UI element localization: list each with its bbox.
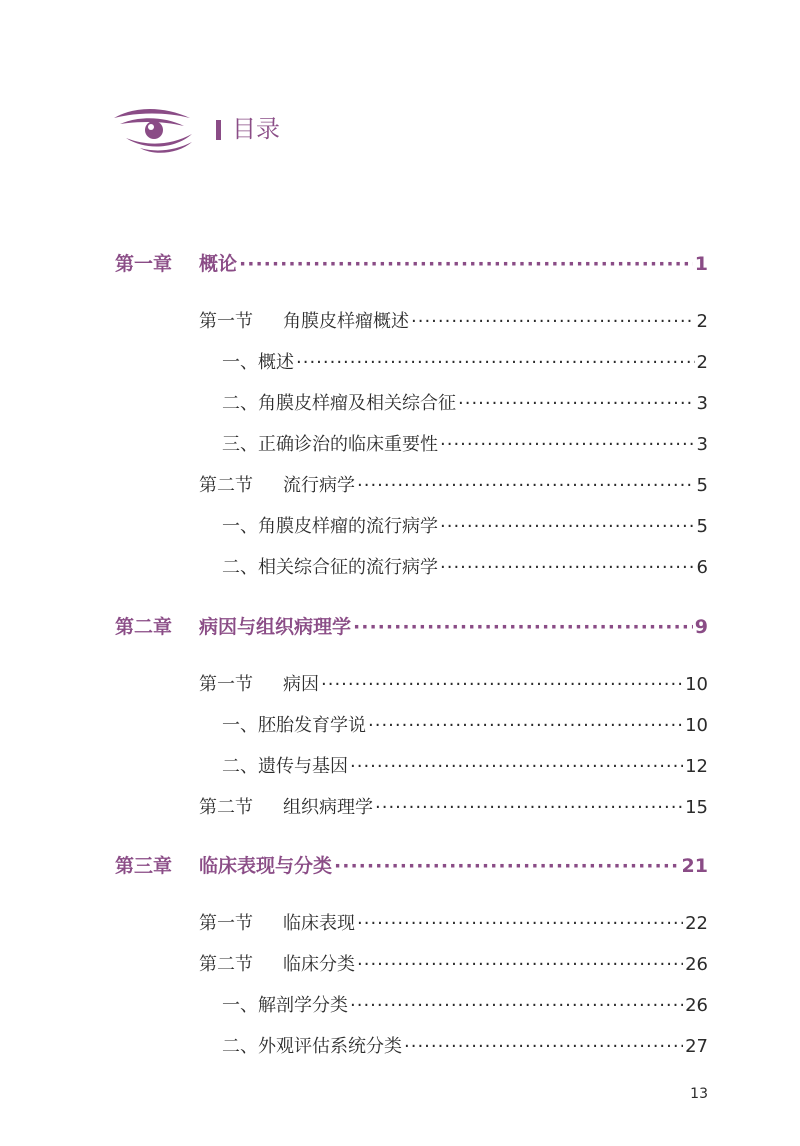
dot-leader [440,431,695,459]
dot-leader [404,1033,683,1061]
toc-entry-label [115,250,237,278]
toc-entry-title: 病因与组织病理学 [199,616,352,638]
eye-logo-icon [112,104,196,154]
toc-entry-page: 1 [694,253,708,275]
toc-entry-label [115,613,351,641]
toc-entry-title: 一、角膜皮样瘤的流行病学 [222,516,438,537]
toc-entry-number: 第一章 [115,253,173,275]
toc-entry-label [199,472,355,500]
toc-entry-title: 二、角膜皮样瘤及相关综合征 [222,393,456,414]
toc-subsection-entry[interactable] [222,513,708,541]
toc-entry-title: 角膜皮样瘤概述 [283,311,409,332]
toc-entry-page: 27 [685,1036,708,1057]
toc-section-entry[interactable] [199,671,708,699]
dot-leader [296,349,695,377]
toc-entry-number: 第三章 [115,855,173,877]
toc-entry-page: 9 [694,616,708,638]
toc-entry-page: 10 [685,715,708,736]
toc-entry-label [199,671,319,699]
toc-subsection-entry[interactable] [222,753,708,781]
toc-entry-number: 第二章 [115,616,173,638]
toc-entry-title: 三、正确诊治的临床重要性 [222,434,438,455]
toc-chapter-entry[interactable] [115,250,708,278]
page-number: 13 [690,1086,708,1102]
toc-entry-title: 临床表现与分类 [199,855,333,877]
toc-subsection-entry[interactable] [222,712,708,740]
toc-section-entry[interactable] [199,910,708,938]
toc-subsection-entry[interactable] [222,992,708,1020]
toc-entry-page: 3 [696,393,708,414]
toc-entry-title: 组织病理学 [283,797,373,818]
toc-section-entry[interactable] [199,951,708,979]
toc-entry-number: 第一节 [199,674,253,695]
toc-entry-label [115,852,332,880]
toc-entry-label [222,1033,402,1061]
toc-entry-page: 2 [696,311,708,332]
toc-entry-page: 15 [685,797,708,818]
toc-entry-label [222,992,348,1020]
dot-leader [321,671,683,699]
toc-subsection-entry[interactable] [222,390,708,418]
toc-entry-label [222,753,348,781]
toc-entry-label [222,390,456,418]
toc-entry-label [222,513,438,541]
toc-entry-page: 26 [685,995,708,1016]
toc-section-entry[interactable] [199,472,708,500]
toc-entry-title: 二、遗传与基因 [222,756,348,777]
toc-entry-title: 一、解剖学分类 [222,995,348,1016]
toc-entry-label [199,910,355,938]
toc-entry-page: 5 [696,475,708,496]
toc-entry-label [199,951,355,979]
toc-entry-page: 5 [696,516,708,537]
toc-entry-label [222,554,438,582]
toc-entry-title: 临床分类 [283,954,355,975]
dot-leader [368,712,683,740]
toc-entry-title: 概论 [199,253,238,275]
title-accent-bar [216,120,221,140]
toc-entry-label [222,431,438,459]
toc-entry-page: 21 [681,855,708,877]
dot-leader [350,992,683,1020]
toc-entry-number: 第二节 [199,797,253,818]
toc-entry-number: 第一节 [199,311,253,332]
toc-subsection-entry[interactable] [222,554,708,582]
dot-leader [458,390,695,418]
toc-entry-title: 一、胚胎发育学说 [222,715,366,736]
toc-entry-title: 二、外观评估系统分类 [222,1036,402,1057]
toc-entry-page: 26 [685,954,708,975]
toc-entry-page: 6 [696,557,708,578]
toc-entry-number: 第二节 [199,475,253,496]
dot-leader [357,951,683,979]
dot-leader [353,613,693,641]
toc-entry-label [199,308,409,336]
toc-chapter-entry[interactable] [115,852,708,880]
toc-entry-label [222,712,366,740]
toc-entry-page: 22 [685,913,708,934]
toc-entry-label [199,794,373,822]
dot-leader [411,308,695,336]
toc-subsection-entry[interactable] [222,1033,708,1061]
toc-entry-page: 2 [696,352,708,373]
toc-entry-page: 12 [685,756,708,777]
toc-section-entry[interactable] [199,308,708,336]
toc-entry-page: 10 [685,674,708,695]
toc-entry-number: 第一节 [199,913,253,934]
dot-leader [440,513,695,541]
dot-leader [350,753,683,781]
toc-entry-title: 一、概述 [222,352,294,373]
toc-section-entry[interactable] [199,794,708,822]
toc-entry-title: 二、相关综合征的流行病学 [222,557,438,578]
toc-subsection-entry[interactable] [222,349,708,377]
dot-leader [357,472,695,500]
toc-entry-title: 流行病学 [283,475,355,496]
dot-leader [334,852,680,880]
toc-entry-page: 3 [696,434,708,455]
toc-entry-title: 临床表现 [283,913,355,934]
toc-chapter-entry[interactable] [115,613,708,641]
dot-leader [239,250,693,278]
dot-leader [440,554,695,582]
page-title: 目录 [232,115,280,143]
toc-entry-label [222,349,294,377]
dot-leader [357,910,683,938]
toc-entry-title: 病因 [283,674,319,695]
dot-leader [375,794,683,822]
toc-entry-number: 第二节 [199,954,253,975]
toc-subsection-entry[interactable] [222,431,708,459]
